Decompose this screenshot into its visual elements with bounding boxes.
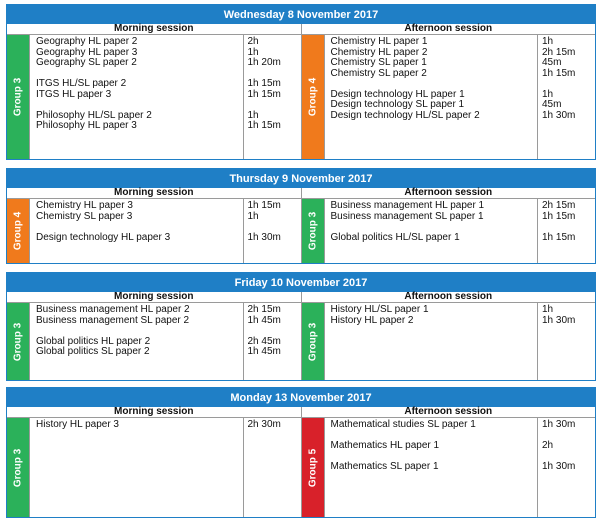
day-block bbox=[6, 272, 596, 381]
afternoon-session bbox=[302, 418, 596, 517]
exam-title: Chemistry HL paper 3 bbox=[36, 200, 133, 211]
exam-duration: 2h 45m bbox=[247, 335, 281, 347]
exam-duration: 1h 15m bbox=[247, 78, 281, 89]
exam-title bbox=[331, 79, 538, 90]
exam-title: Mathematical studies SL paper 1 bbox=[330, 419, 476, 430]
exam-duration-column bbox=[243, 303, 301, 380]
exam-title: Mathematics HL paper 1 bbox=[330, 440, 440, 451]
exam-title: Design technology HL paper 1 bbox=[330, 88, 465, 100]
day-body bbox=[7, 199, 595, 263]
exam-duration bbox=[248, 100, 301, 111]
exam-title: Global politics HL paper 2 bbox=[36, 335, 151, 347]
group-label: Group 3 bbox=[307, 322, 318, 361]
group-label: Group 4 bbox=[12, 211, 24, 251]
exam-duration: 1h 30m bbox=[542, 461, 576, 472]
exam-duration: 1h bbox=[542, 304, 554, 315]
exam-list bbox=[325, 418, 596, 517]
group-badge bbox=[302, 418, 325, 517]
exam-title: ITGS HL/SL paper 2 bbox=[36, 78, 127, 89]
exam-duration: 45m bbox=[542, 99, 562, 110]
exam-duration: 2h bbox=[247, 36, 259, 47]
exam-duration: 1h 30m bbox=[247, 231, 281, 243]
day-title: Wednesday 8 November 2017 bbox=[7, 5, 595, 24]
exam-list bbox=[30, 35, 301, 159]
group-badge bbox=[7, 35, 30, 159]
exam-duration: 2h 15m bbox=[542, 46, 576, 58]
exam-title-column bbox=[325, 418, 538, 517]
exam-title: Business management HL paper 1 bbox=[330, 200, 485, 211]
exam-title: Design technology HL paper 3 bbox=[36, 231, 171, 243]
exam-duration: 1h 15m bbox=[542, 67, 576, 79]
exam-duration: 1h 30m bbox=[542, 109, 576, 121]
session-header-row bbox=[7, 407, 595, 418]
exam-duration bbox=[248, 326, 301, 337]
exam-duration-column bbox=[537, 418, 595, 517]
exam-duration: 1h 15m bbox=[542, 231, 576, 243]
exam-title: Global politics HL/SL paper 1 bbox=[330, 231, 460, 243]
exam-title: Global politics SL paper 2 bbox=[36, 346, 150, 357]
session-header-row bbox=[7, 188, 595, 199]
afternoon-session-label: Afternoon session bbox=[404, 406, 493, 417]
exam-duration: 1h 15m bbox=[247, 120, 281, 131]
exam-duration: 1h bbox=[542, 88, 554, 100]
exam-duration: 1h bbox=[247, 46, 259, 58]
afternoon-session-label: Afternoon session bbox=[404, 187, 493, 198]
group-badge bbox=[302, 303, 325, 380]
group-badge bbox=[302, 35, 325, 159]
exam-title-column bbox=[30, 303, 243, 380]
exam-duration: 1h bbox=[542, 36, 554, 47]
exam-duration bbox=[248, 222, 301, 233]
group-label: Group 3 bbox=[12, 77, 24, 117]
exam-list bbox=[30, 418, 301, 517]
exam-list bbox=[325, 199, 596, 263]
group-badge bbox=[7, 303, 30, 380]
exam-duration: 1h 45m bbox=[247, 346, 281, 357]
exam-duration: 1h bbox=[247, 109, 259, 121]
day-title: Friday 10 November 2017 bbox=[7, 273, 595, 292]
exam-title bbox=[36, 222, 243, 233]
morning-session bbox=[7, 199, 302, 263]
day-body bbox=[7, 418, 595, 517]
exam-title: Geography HL paper 3 bbox=[36, 46, 138, 58]
exam-title bbox=[331, 222, 538, 233]
day-block bbox=[6, 168, 596, 264]
exam-title-column bbox=[30, 418, 243, 517]
morning-session-label: Morning session bbox=[7, 24, 302, 34]
morning-session bbox=[7, 35, 302, 159]
exam-duration-column bbox=[243, 35, 301, 159]
exam-duration: 2h bbox=[542, 440, 554, 451]
exam-duration: 45m bbox=[542, 57, 562, 68]
exam-title bbox=[36, 100, 243, 111]
exam-duration-column bbox=[537, 199, 595, 263]
afternoon-session bbox=[302, 35, 596, 159]
day-body bbox=[7, 303, 595, 380]
day-block bbox=[6, 387, 596, 518]
exam-list bbox=[325, 35, 596, 159]
exam-title-column bbox=[30, 199, 243, 263]
morning-session-label: Morning session bbox=[7, 292, 302, 302]
afternoon-session bbox=[302, 199, 596, 263]
group-badge bbox=[302, 199, 325, 263]
exam-duration: 2h 30m bbox=[247, 419, 281, 430]
group-label: Group 3 bbox=[307, 211, 318, 251]
exam-duration: 2h 15m bbox=[247, 304, 281, 315]
afternoon-session-label: Afternoon session bbox=[404, 291, 493, 302]
exam-title: Chemistry HL paper 1 bbox=[330, 36, 428, 47]
morning-session-label: Morning session bbox=[7, 188, 302, 198]
afternoon-session-label: Afternoon session bbox=[404, 23, 493, 34]
group-label: Group 3 bbox=[12, 448, 24, 487]
group-label: Group 4 bbox=[307, 77, 318, 117]
exam-title: Philosophy HL/SL paper 2 bbox=[36, 109, 152, 121]
exam-title-column bbox=[325, 199, 538, 263]
exam-duration: 2h 15m bbox=[542, 200, 576, 211]
day-title: Thursday 9 November 2017 bbox=[7, 169, 595, 188]
morning-session bbox=[7, 303, 302, 380]
exam-title: Design technology SL paper 1 bbox=[330, 99, 465, 110]
exam-duration-column bbox=[537, 35, 595, 159]
exam-title: Philosophy HL paper 3 bbox=[36, 120, 137, 131]
exam-title: Geography SL paper 2 bbox=[36, 57, 137, 68]
exam-duration: 1h 15m bbox=[247, 88, 281, 100]
exam-title: Business management SL paper 1 bbox=[330, 210, 484, 222]
exam-list bbox=[30, 199, 301, 263]
exam-duration: 1h 30m bbox=[542, 314, 576, 326]
exam-list bbox=[325, 303, 596, 380]
exam-title-column bbox=[325, 303, 538, 380]
exam-title: Chemistry HL paper 2 bbox=[330, 46, 428, 58]
exam-duration: 1h 30m bbox=[542, 419, 576, 430]
exam-title-column bbox=[30, 35, 243, 159]
exam-title: Design technology HL/SL paper 2 bbox=[330, 109, 480, 121]
session-header-row bbox=[7, 24, 595, 35]
day-title: Monday 13 November 2017 bbox=[7, 388, 595, 407]
exam-title: History HL/SL paper 1 bbox=[330, 304, 429, 315]
exam-title: History HL paper 2 bbox=[330, 314, 414, 326]
exam-title: History HL paper 3 bbox=[36, 419, 119, 430]
exam-duration: 1h 45m bbox=[247, 314, 281, 326]
exam-title: Mathematics SL paper 1 bbox=[330, 461, 439, 472]
group-label: Group 3 bbox=[12, 322, 24, 361]
exam-duration-column bbox=[243, 199, 301, 263]
morning-session-label: Morning session bbox=[7, 407, 302, 417]
afternoon-session bbox=[302, 303, 596, 380]
exam-title: Chemistry SL paper 3 bbox=[36, 210, 133, 222]
exam-title: Business management HL paper 2 bbox=[36, 304, 190, 315]
exam-title: Chemistry SL paper 2 bbox=[330, 67, 427, 79]
group-badge bbox=[7, 418, 30, 517]
exam-title: Business management SL paper 2 bbox=[36, 314, 190, 326]
exam-duration bbox=[542, 222, 595, 233]
exam-title bbox=[36, 326, 243, 337]
exam-duration: 1h 15m bbox=[247, 200, 281, 211]
exam-duration-column bbox=[243, 418, 301, 517]
day-body bbox=[7, 35, 595, 159]
session-header-row bbox=[7, 292, 595, 303]
exam-title: Geography HL paper 2 bbox=[36, 36, 138, 47]
exam-duration bbox=[542, 79, 595, 90]
exam-duration: 1h bbox=[247, 210, 259, 222]
exam-duration-column bbox=[537, 303, 595, 380]
exam-list bbox=[30, 303, 301, 380]
exam-title-column bbox=[325, 35, 538, 159]
group-badge bbox=[7, 199, 30, 263]
exam-title: ITGS HL paper 3 bbox=[36, 88, 112, 100]
exam-duration: 1h 15m bbox=[542, 210, 576, 222]
exam-title: Chemistry SL paper 1 bbox=[330, 57, 427, 68]
exam-duration: 1h 20m bbox=[247, 57, 281, 68]
morning-session bbox=[7, 418, 302, 517]
day-block bbox=[6, 4, 596, 160]
group-label: Group 5 bbox=[307, 448, 318, 487]
